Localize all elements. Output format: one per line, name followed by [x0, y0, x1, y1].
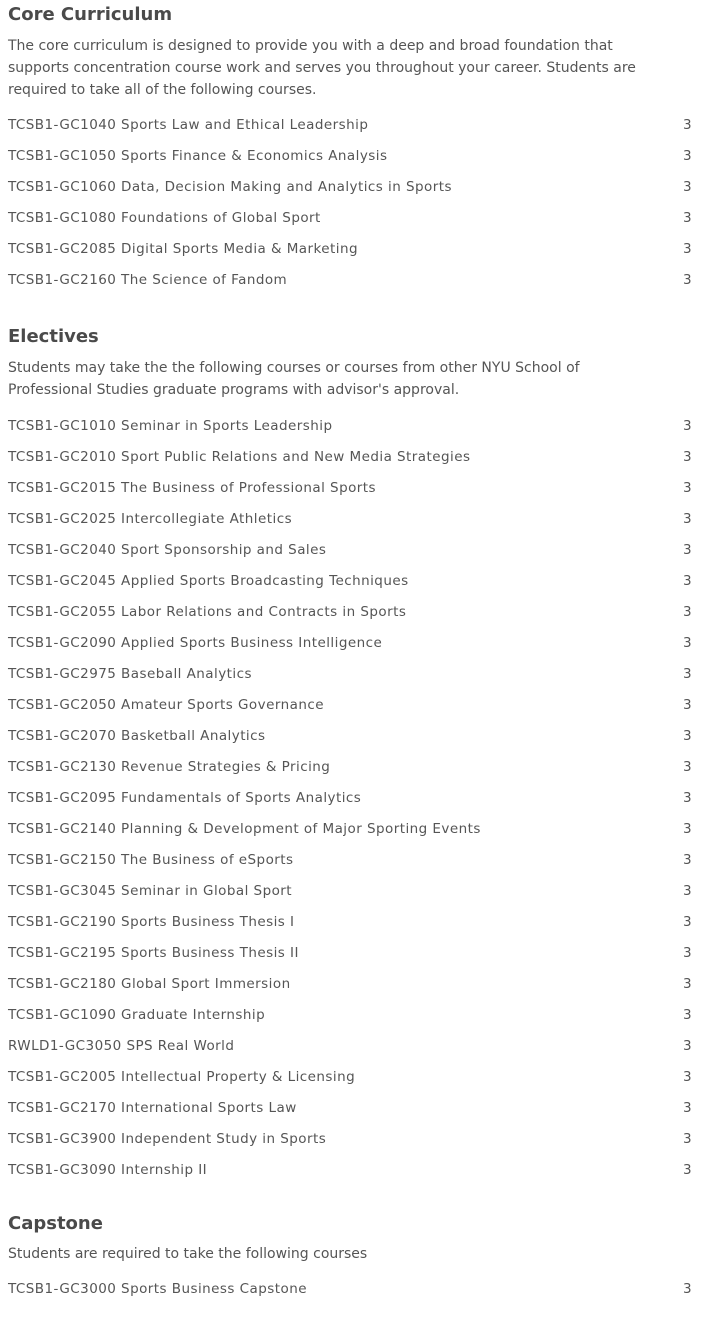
course-row — [8, 1273, 692, 1304]
course-row — [8, 689, 692, 720]
course-name: TCSB1-GC1010 Seminar in Sports Leadership — [8, 417, 333, 434]
course-name: TCSB1-GC3900 Independent Study in Sports — [8, 1130, 327, 1147]
course-credits: 3 — [682, 727, 692, 744]
course-row — [8, 503, 692, 534]
course-credits: 3 — [682, 789, 692, 806]
course-row — [8, 171, 692, 202]
description-line: Professional Studies graduate programs with advisor's approval. — [8, 382, 460, 398]
course-row — [8, 1030, 692, 1061]
course-row — [8, 410, 692, 441]
electives-title: Electives — [8, 326, 99, 347]
course-name: TCSB1-GC1080 Foundations of Global Sport — [8, 209, 321, 226]
course-row — [8, 937, 692, 968]
course-credits: 3 — [682, 1006, 692, 1023]
course-row — [8, 565, 692, 596]
course-name: TCSB1-GC2130 Revenue Strategies & Pricing — [8, 758, 331, 775]
course-credits: 3 — [682, 209, 692, 226]
course-row — [8, 202, 692, 233]
course-row — [8, 1092, 692, 1123]
course-credits: 3 — [682, 634, 692, 651]
course-credits: 3 — [682, 851, 692, 868]
core-curriculum-section — [8, 1, 692, 295]
course-credits: 3 — [682, 541, 692, 558]
course-name: TCSB1-GC2195 Sports Business Thesis II — [8, 944, 299, 961]
course-name: TCSB1-GC1060 Data, Decision Making and Analytics in Sports — [8, 178, 452, 195]
course-credits: 3 — [682, 178, 692, 195]
course-credits: 3 — [682, 1099, 692, 1116]
course-row — [8, 751, 692, 782]
course-credits: 3 — [682, 1280, 692, 1297]
description-line: required to take all of the following courses. — [8, 82, 317, 98]
course-credits: 3 — [682, 758, 692, 775]
course-credits: 3 — [682, 572, 692, 589]
course-row — [8, 1123, 692, 1154]
course-credits: 3 — [682, 882, 692, 899]
course-credits: 3 — [682, 417, 692, 434]
course-credits: 3 — [682, 603, 692, 620]
course-name: TCSB1-GC2015 The Business of Professional Sports — [8, 479, 377, 496]
course-row — [8, 1154, 692, 1185]
course-row — [8, 596, 692, 627]
course-row — [8, 472, 692, 503]
course-row — [8, 875, 692, 906]
course-row — [8, 1061, 692, 1092]
capstone-section — [8, 1210, 692, 1304]
core-curriculum-description — [8, 35, 692, 101]
course-row — [8, 906, 692, 937]
course-name: TCSB1-GC3000 Sports Business Capstone — [8, 1280, 307, 1297]
course-credits: 3 — [682, 1130, 692, 1147]
course-name: TCSB1-GC2040 Sport Sponsorship and Sales — [8, 541, 327, 558]
course-name: TCSB1-GC2025 Intercollegiate Athletics — [8, 510, 293, 527]
course-name: TCSB1-GC3045 Seminar in Global Sport — [8, 882, 293, 899]
course-row — [8, 658, 692, 689]
course-credits: 3 — [682, 1037, 692, 1054]
course-row — [8, 441, 692, 472]
description-line: Students are required to take the following courses — [8, 1246, 368, 1262]
course-name: TCSB1-GC2160 The Science of Fandom — [8, 271, 288, 288]
course-name: TCSB1-GC2090 Applied Sports Business Intelligence — [8, 634, 383, 651]
course-name: TCSB1-GC2085 Digital Sports Media & Marketing — [8, 240, 359, 257]
course-name: TCSB1-GC2055 Labor Relations and Contracts in Sports — [8, 603, 407, 620]
course-name: TCSB1-GC2975 Baseball Analytics — [8, 665, 252, 682]
electives-course-list — [8, 410, 692, 1185]
description-line: supports concentration course work and serves you throughout your career. Students are — [8, 60, 636, 76]
course-row — [8, 782, 692, 813]
course-credits: 3 — [682, 510, 692, 527]
course-name: TCSB1-GC2050 Amateur Sports Governance — [8, 696, 324, 713]
description-line: The core curriculum is designed to provide you with a deep and broad foundation that — [8, 38, 613, 54]
course-credits: 3 — [682, 913, 692, 930]
course-credits: 3 — [682, 944, 692, 961]
course-credits: 3 — [682, 696, 692, 713]
course-credits: 3 — [682, 147, 692, 164]
course-name: TCSB1-GC2070 Basketball Analytics — [8, 727, 266, 744]
course-name: TCSB1-GC2005 Intellectual Property & Licensing — [8, 1068, 356, 1085]
course-credits: 3 — [682, 820, 692, 837]
course-credits: 3 — [682, 1068, 692, 1085]
course-name: TCSB1-GC2190 Sports Business Thesis I — [8, 913, 295, 930]
course-name: TCSB1-GC2180 Global Sport Immersion — [8, 975, 291, 992]
course-name: RWLD1-GC3050 SPS Real World — [8, 1037, 235, 1054]
course-row — [8, 534, 692, 565]
course-row — [8, 140, 692, 171]
course-name: TCSB1-GC2170 International Sports Law — [8, 1099, 297, 1116]
course-credits: 3 — [682, 665, 692, 682]
capstone-title: Capstone — [8, 1213, 103, 1234]
course-name: TCSB1-GC3090 Internship II — [8, 1161, 208, 1178]
course-row — [8, 813, 692, 844]
capstone-course-list — [8, 1273, 692, 1304]
course-row — [8, 844, 692, 875]
course-name: TCSB1-GC2095 Fundamentals of Sports Analytics — [8, 789, 362, 806]
course-row — [8, 233, 692, 264]
course-credits: 3 — [682, 240, 692, 257]
course-name: TCSB1-GC2010 Sport Public Relations and New Media Strategies — [8, 448, 471, 465]
course-name: TCSB1-GC2045 Applied Sports Broadcasting Techniques — [8, 572, 409, 589]
electives-section — [8, 323, 692, 1185]
course-row — [8, 109, 692, 140]
core-curriculum-title: Core Curriculum — [8, 4, 173, 25]
electives-description — [8, 357, 692, 401]
course-row — [8, 968, 692, 999]
course-name: TCSB1-GC2140 Planning & Development of Major Sporting Events — [8, 820, 481, 837]
course-credits: 3 — [682, 271, 692, 288]
core-course-list — [8, 109, 692, 295]
capstone-description — [8, 1243, 692, 1265]
course-credits: 3 — [682, 1161, 692, 1178]
description-line: Students may take the the following courses or courses from other NYU School of — [8, 360, 580, 376]
course-name: TCSB1-GC1050 Sports Finance & Economics Analysis — [8, 147, 388, 164]
course-name: TCSB1-GC1040 Sports Law and Ethical Leadership — [8, 116, 369, 133]
course-credits: 3 — [682, 116, 692, 133]
course-row — [8, 999, 692, 1030]
course-row — [8, 720, 692, 751]
course-row — [8, 627, 692, 658]
course-row — [8, 264, 692, 295]
course-credits: 3 — [682, 479, 692, 496]
course-name: TCSB1-GC2150 The Business of eSports — [8, 851, 294, 868]
course-name: TCSB1-GC1090 Graduate Internship — [8, 1006, 266, 1023]
course-credits: 3 — [682, 975, 692, 992]
course-credits: 3 — [682, 448, 692, 465]
